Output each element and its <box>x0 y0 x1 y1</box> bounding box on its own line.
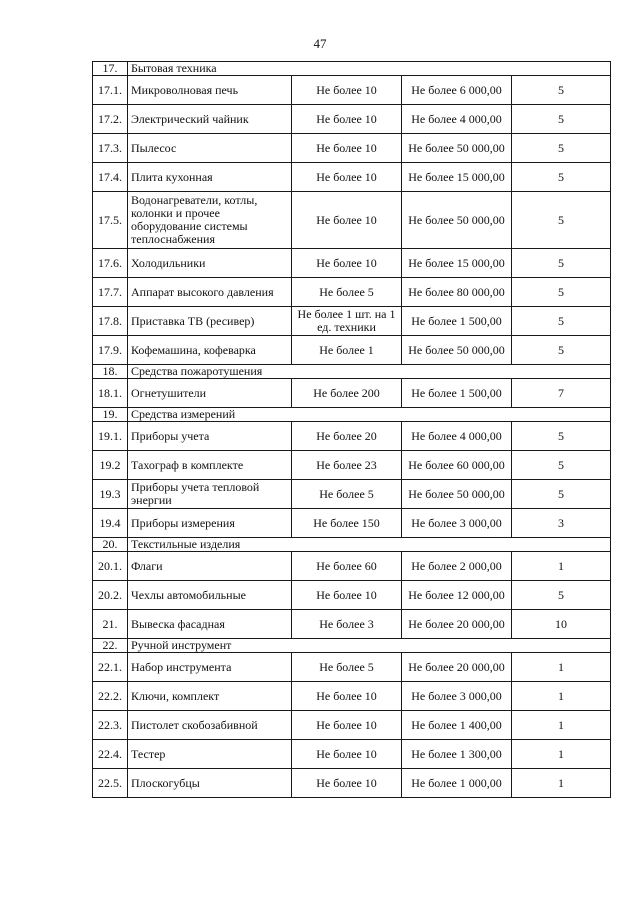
item-service-life: 5 <box>512 451 611 480</box>
item-number: 17.9. <box>93 336 128 365</box>
item-number: 21. <box>93 610 128 639</box>
item-name: Тахограф в комплекте <box>128 451 292 480</box>
category-number: 22. <box>93 639 128 653</box>
item-quantity: Не более 10 <box>292 76 402 105</box>
table-row <box>93 307 611 336</box>
item-price: Не более 50 000,00 <box>402 134 512 163</box>
category-row <box>93 639 611 653</box>
item-quantity: Не более 10 <box>292 249 402 278</box>
item-quantity: Не более 5 <box>292 653 402 682</box>
item-name: Флаги <box>128 552 292 581</box>
item-service-life: 1 <box>512 740 611 769</box>
table-row <box>93 769 611 798</box>
category-number: 17. <box>93 62 128 76</box>
item-price: Не более 3 000,00 <box>402 682 512 711</box>
item-name: Плита кухонная <box>128 163 292 192</box>
item-name: Чехлы автомобильные <box>128 581 292 610</box>
category-name: Средства пожаротушения <box>128 365 611 379</box>
item-quantity: Не более 150 <box>292 509 402 538</box>
item-price: Не более 15 000,00 <box>402 249 512 278</box>
category-name: Средства измерений <box>128 408 611 422</box>
item-price: Не более 2 000,00 <box>402 552 512 581</box>
page-number: 47 <box>313 36 327 51</box>
table-row <box>93 552 611 581</box>
item-name: Приставка ТВ (ресивер) <box>128 307 292 336</box>
item-price: Не более 1 300,00 <box>402 740 512 769</box>
item-name: Кофемашина, кофеварка <box>128 336 292 365</box>
table-row <box>93 249 611 278</box>
item-number: 17.1. <box>93 76 128 105</box>
category-name: Бытовая техника <box>128 62 611 76</box>
item-price: Не более 6 000,00 <box>402 76 512 105</box>
item-price: Не более 4 000,00 <box>402 422 512 451</box>
item-price: Не более 1 500,00 <box>402 379 512 408</box>
category-name: Текстильные изделия <box>128 538 611 552</box>
item-name: Водонагреватели, котлы, колонки и прочее оборудование системы теплоснабжения <box>128 192 292 249</box>
item-service-life: 1 <box>512 552 611 581</box>
item-name: Ключи, комплект <box>128 682 292 711</box>
item-price: Не более 15 000,00 <box>402 163 512 192</box>
item-price: Не более 80 000,00 <box>402 278 512 307</box>
item-number: 17.6. <box>93 249 128 278</box>
item-name: Пистолет скобозабивной <box>128 711 292 740</box>
item-name: Пылесос <box>128 134 292 163</box>
item-quantity: Не более 23 <box>292 451 402 480</box>
item-number: 17.3. <box>93 134 128 163</box>
item-number: 19.3 <box>93 480 128 509</box>
table-row <box>93 740 611 769</box>
item-quantity: Не более 10 <box>292 740 402 769</box>
item-quantity: Не более 10 <box>292 769 402 798</box>
item-service-life: 5 <box>512 76 611 105</box>
item-price: Не более 50 000,00 <box>402 480 512 509</box>
item-quantity: Не более 1 <box>292 336 402 365</box>
item-price: Не более 4 000,00 <box>402 105 512 134</box>
item-quantity: Не более 200 <box>292 379 402 408</box>
item-number: 17.7. <box>93 278 128 307</box>
item-name: Огнетушители <box>128 379 292 408</box>
item-quantity: Не более 10 <box>292 134 402 163</box>
table-row <box>93 610 611 639</box>
item-number: 17.8. <box>93 307 128 336</box>
item-service-life: 5 <box>512 192 611 249</box>
item-quantity: Не более 10 <box>292 711 402 740</box>
item-service-life: 1 <box>512 682 611 711</box>
table-row <box>93 105 611 134</box>
table-row <box>93 379 611 408</box>
item-price: Не более 50 000,00 <box>402 192 512 249</box>
item-service-life: 5 <box>512 307 611 336</box>
category-row <box>93 538 611 552</box>
table-row <box>93 682 611 711</box>
item-name: Тестер <box>128 740 292 769</box>
item-name: Приборы учета тепловой энергии <box>128 480 292 509</box>
item-name: Плоскогубцы <box>128 769 292 798</box>
table-row <box>93 336 611 365</box>
table-row <box>93 653 611 682</box>
item-service-life: 5 <box>512 336 611 365</box>
item-number: 19.2 <box>93 451 128 480</box>
table-row <box>93 134 611 163</box>
item-price: Не более 1 500,00 <box>402 307 512 336</box>
item-service-life: 1 <box>512 653 611 682</box>
item-name: Холодильники <box>128 249 292 278</box>
item-quantity: Не более 1 шт. на 1 ед. техники <box>292 307 402 336</box>
item-number: 22.1. <box>93 653 128 682</box>
item-name: Приборы измерения <box>128 509 292 538</box>
item-service-life: 5 <box>512 278 611 307</box>
category-row <box>93 62 611 76</box>
item-number: 22.3. <box>93 711 128 740</box>
table-row <box>93 192 611 249</box>
table-row <box>93 278 611 307</box>
item-service-life: 5 <box>512 249 611 278</box>
item-name: Набор инструмента <box>128 653 292 682</box>
item-service-life: 5 <box>512 105 611 134</box>
table-row <box>93 163 611 192</box>
item-quantity: Не более 20 <box>292 422 402 451</box>
item-quantity: Не более 10 <box>292 163 402 192</box>
item-service-life: 5 <box>512 163 611 192</box>
item-price: Не более 60 000,00 <box>402 451 512 480</box>
table-row <box>93 581 611 610</box>
table-row <box>93 509 611 538</box>
category-number: 18. <box>93 365 128 379</box>
table-row <box>93 76 611 105</box>
table-row <box>93 422 611 451</box>
category-row <box>93 365 611 379</box>
item-service-life: 5 <box>512 581 611 610</box>
item-service-life: 5 <box>512 422 611 451</box>
category-row <box>93 408 611 422</box>
item-service-life: 10 <box>512 610 611 639</box>
item-price: Не более 20 000,00 <box>402 610 512 639</box>
item-name: Аппарат высокого давления <box>128 278 292 307</box>
item-quantity: Не более 10 <box>292 682 402 711</box>
item-service-life: 5 <box>512 480 611 509</box>
item-price: Не более 1 400,00 <box>402 711 512 740</box>
item-price: Не более 50 000,00 <box>402 336 512 365</box>
item-number: 17.2. <box>93 105 128 134</box>
item-price: Не более 20 000,00 <box>402 653 512 682</box>
item-price: Не более 1 000,00 <box>402 769 512 798</box>
item-service-life: 1 <box>512 711 611 740</box>
norms-table <box>92 61 611 798</box>
table-body <box>93 62 611 798</box>
item-quantity: Не более 5 <box>292 278 402 307</box>
category-name: Ручной инструмент <box>128 639 611 653</box>
category-number: 20. <box>93 538 128 552</box>
item-number: 22.4. <box>93 740 128 769</box>
item-number: 18.1. <box>93 379 128 408</box>
item-price: Не более 3 000,00 <box>402 509 512 538</box>
item-quantity: Не более 10 <box>292 192 402 249</box>
item-service-life: 5 <box>512 134 611 163</box>
item-price: Не более 12 000,00 <box>402 581 512 610</box>
item-service-life: 7 <box>512 379 611 408</box>
item-number: 22.5. <box>93 769 128 798</box>
table-row <box>93 451 611 480</box>
item-number: 19.1. <box>93 422 128 451</box>
item-name: Электрический чайник <box>128 105 292 134</box>
item-name: Микроволновая печь <box>128 76 292 105</box>
item-number: 20.2. <box>93 581 128 610</box>
item-number: 19.4 <box>93 509 128 538</box>
item-quantity: Не более 60 <box>292 552 402 581</box>
item-quantity: Не более 10 <box>292 581 402 610</box>
category-number: 19. <box>93 408 128 422</box>
table-row <box>93 480 611 509</box>
item-number: 20.1. <box>93 552 128 581</box>
item-service-life: 3 <box>512 509 611 538</box>
table-row <box>93 711 611 740</box>
item-quantity: Не более 5 <box>292 480 402 509</box>
item-number: 22.2. <box>93 682 128 711</box>
item-number: 17.5. <box>93 192 128 249</box>
item-quantity: Не более 10 <box>292 105 402 134</box>
item-name: Приборы учета <box>128 422 292 451</box>
item-name: Вывеска фасадная <box>128 610 292 639</box>
item-service-life: 1 <box>512 769 611 798</box>
item-quantity: Не более 3 <box>292 610 402 639</box>
item-number: 17.4. <box>93 163 128 192</box>
